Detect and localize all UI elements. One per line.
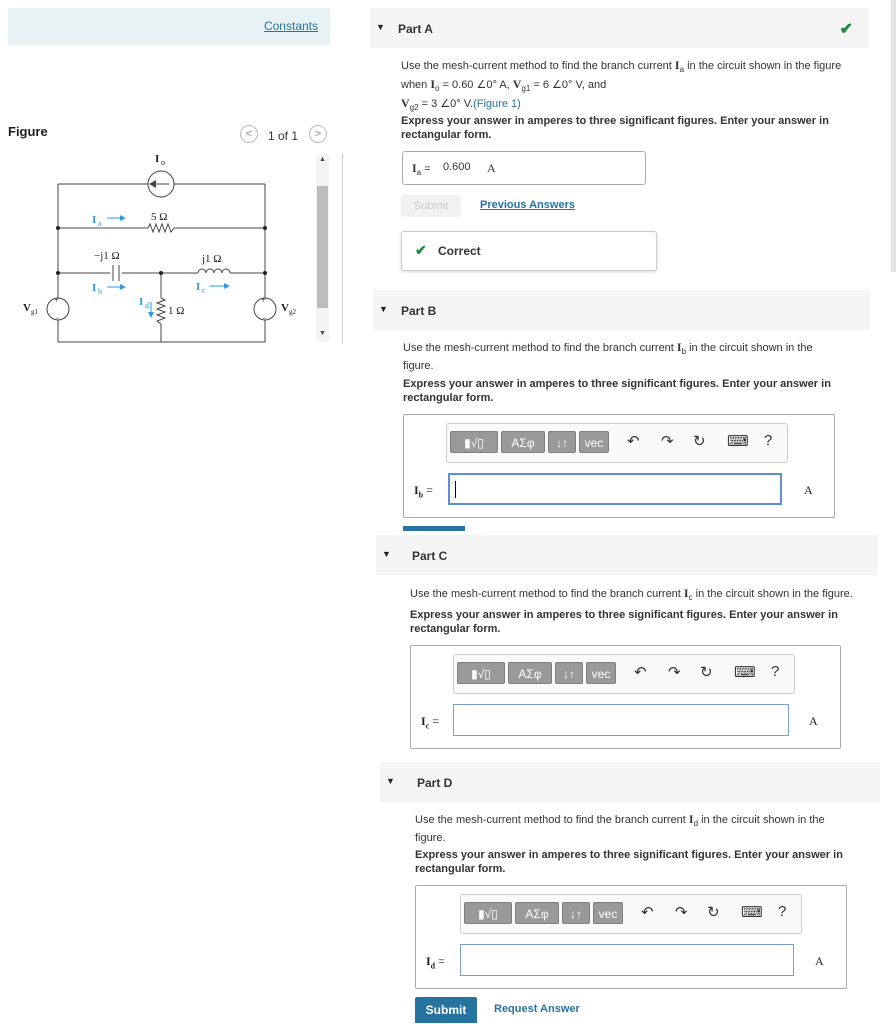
equation-toolbar — [446, 423, 788, 463]
label-vg2-sub: g2 — [289, 308, 296, 316]
check-icon: ✔ — [415, 242, 427, 258]
part-c-answer-input[interactable] — [453, 704, 789, 736]
reset-icon[interactable]: ↻ — [693, 433, 706, 450]
part-a-answer-label: $I_a$ = — [412, 161, 431, 178]
part-b-header[interactable] — [373, 290, 870, 330]
help-icon[interactable]: ? — [764, 432, 773, 449]
arrows-button[interactable]: ↓↑ — [562, 902, 590, 924]
label-id-sub: d — [145, 301, 149, 310]
reset-icon[interactable]: ↻ — [700, 664, 713, 681]
node-dot — [56, 226, 60, 230]
node-dot — [159, 271, 163, 275]
greek-button[interactable]: ΑΣφ — [508, 662, 552, 684]
node-dot — [263, 271, 267, 275]
part-d-submit-button[interactable]: Submit — [415, 997, 477, 1023]
node-dot — [263, 226, 267, 230]
keyboard-icon[interactable]: ⌨ — [727, 433, 749, 450]
equation-toolbar — [460, 894, 802, 934]
constants-bar — [8, 8, 330, 45]
part-b-unit: A — [804, 483, 813, 497]
part-b-instructions: Express your answer in amperes to three significant figures. Enter your answer in rectangular form. — [403, 378, 831, 404]
collapse-icon: ▼ — [386, 776, 395, 786]
label-vg2: V — [281, 302, 289, 314]
constants-link[interactable]: Constants — [263, 19, 318, 33]
label-ib: I — [92, 282, 97, 294]
part-c-header[interactable] — [376, 535, 878, 575]
redo-icon[interactable]: ↷ — [675, 904, 688, 921]
label-ic-sub: c — [202, 286, 206, 295]
label-io-sub: o — [161, 158, 165, 167]
figure-scroll-thumb[interactable] — [317, 186, 328, 308]
completed-check-icon: ✔ — [839, 21, 853, 38]
part-b-submit-button-partial[interactable] — [403, 526, 465, 531]
part-d-answer-input[interactable] — [460, 944, 794, 976]
svg-text:−: − — [262, 313, 268, 323]
correct-feedback: ✔ Correct — [401, 231, 657, 271]
label-id: I — [139, 296, 144, 308]
label-cap: −j1 Ω — [94, 250, 120, 262]
next-figure-button[interactable]: > — [309, 125, 327, 143]
part-c-question: Use the mesh-current method to find the branch current $I_c$ in the circuit shown in the figure. — [410, 586, 853, 603]
collapse-icon: ▼ — [376, 22, 385, 32]
part-a-question: Use the mesh-current method to find the branch current $I_a$ in the circuit shown in the figure when $I_o = 0.60$ ∠0° A, $V_{g1} = 6$ ∠0° V, and $V_{g2} = 3$ ∠0° V.(Figure 1) — [401, 58, 842, 113]
reset-icon[interactable]: ↻ — [707, 904, 720, 921]
keyboard-icon[interactable]: ⌨ — [734, 664, 756, 681]
undo-icon[interactable]: ↶ — [634, 664, 647, 681]
arrows-button[interactable]: ↓↑ — [555, 662, 583, 684]
svg-text:+: + — [261, 295, 267, 305]
undo-icon[interactable]: ↶ — [627, 433, 640, 450]
label-ind: j1 Ω — [202, 253, 222, 265]
page-scrollbar[interactable] — [891, 0, 896, 272]
part-d-title: Part D — [417, 776, 453, 790]
figure-scrollbar[interactable]: ▲ ▼ — [316, 154, 329, 342]
part-c-answer-label: $I_c$ = — [421, 714, 440, 731]
part-b-answer-input[interactable] — [448, 473, 782, 505]
prev-figure-button[interactable]: < — [240, 125, 258, 143]
label-ic: I — [196, 281, 201, 293]
previous-answers-link[interactable]: Previous Answers — [480, 199, 575, 211]
figure-link[interactable]: (Figure 1) — [473, 98, 521, 111]
part-d-instructions: Express your answer in amperes to three significant figures. Enter your answer in rectangular form. — [415, 849, 843, 875]
part-a-answer-value: 0.600 — [443, 161, 471, 173]
part-a-header[interactable] — [370, 8, 869, 48]
label-io: I — [155, 153, 160, 165]
part-b-question: Use the mesh-current method to find the branch current $I_b$ in the circuit shown in the figure. — [403, 340, 813, 373]
part-d-answer-label: $I_d$ = — [426, 954, 445, 971]
part-a-answer-unit: A — [487, 161, 496, 175]
vec-button[interactable]: vec — [586, 662, 616, 684]
svg-text:−: − — [55, 313, 61, 323]
greek-button[interactable]: ΑΣφ — [501, 431, 545, 453]
vec-button[interactable]: vec — [579, 431, 609, 453]
label-r5: 5 Ω — [151, 211, 168, 223]
collapse-icon: ▼ — [379, 304, 388, 314]
equation-toolbar — [453, 654, 795, 694]
part-d-header[interactable] — [380, 762, 880, 802]
part-c-title: Part C — [412, 549, 448, 563]
part-a-instructions: Express your answer in amperes to three significant figures. Enter your answer in rectangular form. — [401, 115, 829, 141]
part-b-answer-label: $I_b$ = — [414, 483, 433, 500]
circuit-diagram — [10, 150, 320, 346]
label-vg1: V — [23, 302, 31, 314]
keyboard-icon[interactable]: ⌨ — [741, 904, 763, 921]
part-c-equation-panel — [410, 645, 841, 749]
part-b-equation-panel — [403, 414, 835, 518]
redo-icon[interactable]: ↷ — [668, 664, 681, 681]
templates-button[interactable]: ▮√▯ — [450, 431, 498, 453]
part-a-title: Part A — [398, 22, 433, 36]
vec-button[interactable]: vec — [593, 902, 623, 924]
help-icon[interactable]: ? — [771, 663, 780, 680]
part-d-unit: A — [815, 954, 824, 968]
part-a-answer-box — [402, 151, 646, 185]
part-d-question: Use the mesh-current method to find the branch current $I_d$ in the circuit shown in the figure. — [415, 812, 825, 845]
templates-button[interactable]: ▮√▯ — [464, 902, 512, 924]
part-d-equation-panel — [415, 885, 847, 989]
label-vg1-sub: g1 — [31, 308, 38, 316]
label-ib-sub: b — [98, 287, 102, 296]
figure-label: Figure — [8, 124, 48, 139]
figure-pager: 1 of 1 — [268, 129, 299, 143]
label-ia-sub: a — [98, 219, 102, 228]
label-ia: I — [92, 214, 97, 226]
svg-text:+: + — [54, 295, 60, 305]
arrows-button[interactable]: ↓↑ — [548, 431, 576, 453]
collapse-icon: ▼ — [382, 549, 391, 559]
templates-button[interactable]: ▮√▯ — [457, 662, 505, 684]
panel-divider — [342, 154, 343, 344]
part-b-title: Part B — [401, 304, 437, 318]
part-a-submit-button[interactable]: Submit — [401, 195, 461, 217]
greek-button[interactable]: ΑΣφ — [515, 902, 559, 924]
undo-icon[interactable]: ↶ — [641, 904, 654, 921]
help-icon[interactable]: ? — [778, 903, 787, 920]
part-c-unit: A — [809, 714, 818, 728]
part-c-instructions: Express your answer in amperes to three significant figures. Enter your answer in rectangular form. — [410, 609, 838, 635]
redo-icon[interactable]: ↷ — [661, 433, 674, 450]
node-dot — [56, 271, 60, 275]
request-answer-link[interactable]: Request Answer — [494, 1003, 580, 1015]
text-caret — [455, 481, 456, 498]
label-r1: 1 Ω — [168, 305, 185, 317]
